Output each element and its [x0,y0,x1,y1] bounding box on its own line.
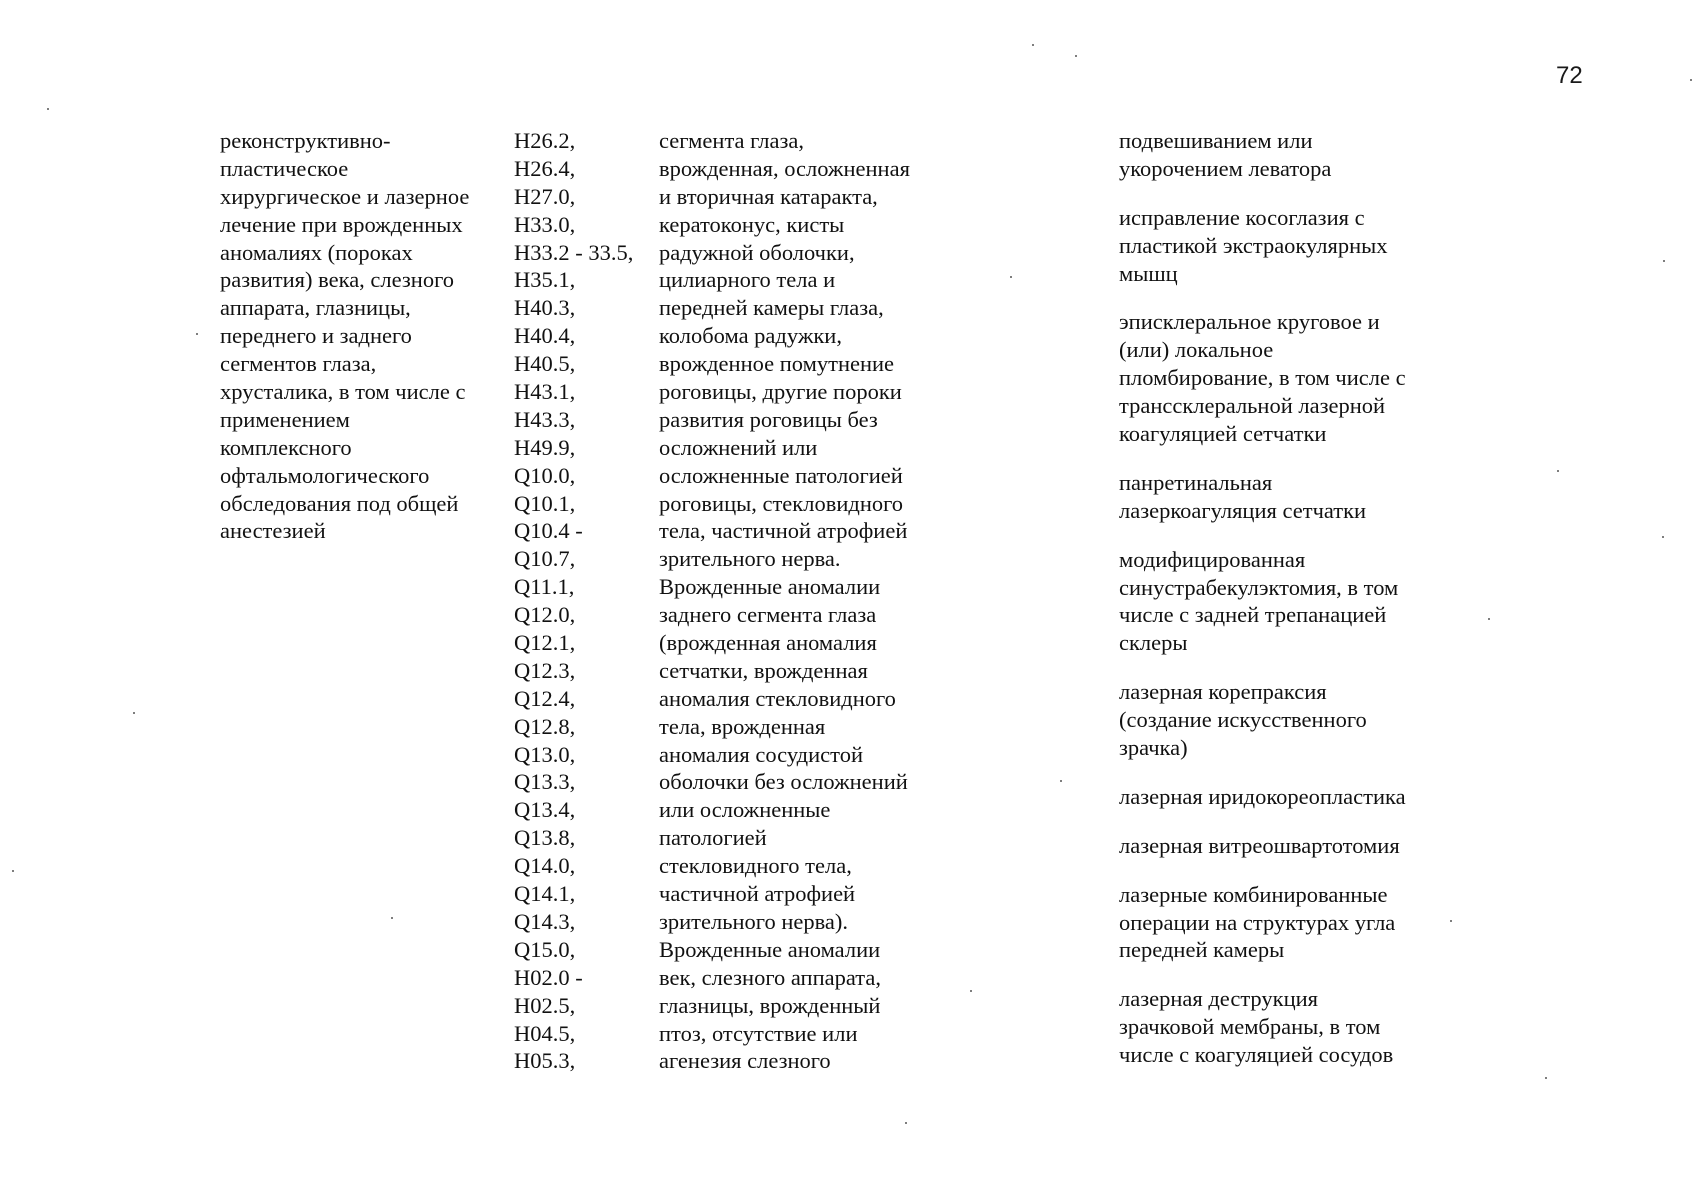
icd-code: H40.5, [514,351,576,377]
title-line: сегментов глаза, [220,351,377,377]
icd-code: H43.1, [514,379,576,405]
icd-code: H35.1, [514,267,576,293]
title-line: аномалиях (пороках [220,239,413,265]
description-line: заднего сегмента глаза [659,602,877,628]
description-line: (врожденная аномалия [659,630,877,656]
description-line: аномалия сосудистой [659,741,863,767]
method-line: мышц [1119,260,1178,286]
scan-speck [1663,260,1665,262]
method-line: зрачка) [1119,735,1188,761]
method-line: числе с задней трепанацией [1119,602,1387,628]
method-line: лазерная витреошвартотомия [1119,832,1400,858]
title-line: переднего и заднего [220,323,412,349]
scan-speck [1032,44,1034,46]
icd-code: Q12.8, [514,713,576,739]
description-line: цилиарного тела и [659,267,836,293]
treatment-method [1119,678,1406,762]
icd-code: Q12.3, [514,657,576,683]
icd-code: H40.3, [514,295,576,321]
icd-code: H33.0, [514,211,576,237]
treatment-method [1119,881,1406,965]
description-line: зрительного нерва). [659,908,849,934]
icd-code: H43.3, [514,406,576,432]
method-line: зрачковой мембраны, в том [1119,1014,1381,1040]
icd-code: H04.5, [514,1020,576,1046]
title-line: пластическое [220,155,349,181]
scan-speck [970,990,972,992]
scan-speck [1075,55,1077,57]
description-line: тела, частичной атрофией [659,518,908,544]
description-line: сетчатки, врожденная [659,657,868,683]
scan-speck [1690,79,1692,81]
title-line: лечение при врожденных [220,211,463,237]
scan-speck [1450,920,1452,922]
treatment-method [1119,783,1406,811]
description-line: врожденное помутнение [659,351,895,377]
treatment-methods-column [1119,127,1406,1090]
method-line: лазерные комбинированные [1119,881,1388,907]
method-line: лазерная иридокореопластика [1119,783,1406,809]
icd-code: Q14.3, [514,908,576,934]
description-line: агенезия слезного [659,1048,831,1074]
icd-codes-column [514,127,633,1075]
icd-code: H40.4, [514,323,576,349]
treatment-method [1119,204,1406,288]
icd-code: Q13.4, [514,797,576,823]
description-line: сегмента глаза, [659,128,804,153]
method-line: синустрабекулэктомия, в том [1119,574,1399,600]
description-line: оболочки без осложнений [659,769,908,795]
description-line: осложнений или [659,434,818,460]
method-line: пластикой экстраокулярных [1119,232,1388,258]
icd-code: Q12.4, [514,685,576,711]
scan-speck [133,712,135,714]
method-line: модифицированная [1119,546,1306,572]
title-line: хирургическое и лазерное [220,183,470,209]
description-line: или осложненные [659,797,831,823]
method-line: передней камеры [1119,937,1285,963]
method-line: лазерная деструкция [1119,986,1318,1012]
description-line: осложненные патологией [659,462,903,488]
method-line: коагуляцией сетчатки [1119,421,1327,447]
title-line: хрусталика, в том числе с [220,379,466,405]
description-line: и вторичная катаракта, [659,183,878,209]
method-line: лазерная корепраксия [1119,679,1327,705]
method-line: (или) локальное [1119,337,1274,363]
icd-code: Q10.4 - [514,518,583,544]
description-line: радужной оболочки, [659,239,855,265]
method-line: панретинальная [1119,469,1273,495]
title-line: обследования под общей [220,490,459,516]
treatment-title-column [220,127,469,545]
description-line: патологией [659,825,767,851]
treatment-method [1119,308,1406,447]
icd-code: Q13.0, [514,741,576,767]
method-line: укорочением леватора [1119,155,1332,181]
icd-code: Q10.1, [514,490,576,516]
scan-speck [1488,618,1490,620]
icd-code: Q14.1, [514,881,576,907]
icd-code: H33.2 - 33.5, [514,239,634,265]
icd-code: Q12.0, [514,602,576,628]
method-line: операции на структурах угла [1119,909,1396,935]
scan-speck [196,333,198,335]
scan-speck [1557,470,1559,472]
treatment-method [1119,985,1406,1069]
icd-code: H05.3, [514,1048,576,1074]
description-line: частичной атрофией [659,881,856,907]
method-line: (создание искусственного [1119,707,1367,733]
scan-speck [47,108,49,110]
method-line: исправление косоглазия с [1119,204,1365,230]
description-line: передней камеры глаза, [659,295,884,321]
treatment-method [1119,546,1406,658]
description-line: стекловидного тела, [659,853,852,879]
description-line: тела, врожденная [659,713,826,739]
description-line: аномалия стекловидного [659,685,896,711]
method-line: лазеркоагуляция сетчатки [1119,497,1367,523]
description-line: птоз, отсутствие или [659,1020,858,1046]
icd-code: Q13.3, [514,769,576,795]
description-line: кератоконус, кисты [659,211,845,237]
title-line: анестезией [220,518,326,544]
icd-code: Q15.0, [514,936,576,962]
method-line: транссклеральной лазерной [1119,393,1386,419]
description-line: зрительного нерва. [659,546,841,572]
title-line: реконструктивно- [220,128,391,153]
icd-code: Q11.1, [514,574,575,600]
description-line: Врожденные аномалии [659,936,881,962]
description-line: роговицы, стекловидного [659,490,904,516]
description-line: врожденная, осложненная [659,155,910,181]
icd-code: H02.5, [514,992,576,1018]
scan-speck [1662,536,1664,538]
icd-code: Q13.8, [514,825,576,851]
title-line: аппарата, глазницы, [220,295,411,321]
icd-code: H26.4, [514,155,576,181]
description-line: колобома радужки, [659,323,842,349]
scan-speck [1060,780,1062,782]
method-line: числе с коагуляцией сосудов [1119,1042,1394,1068]
method-line: эписклеральное круговое и [1119,309,1380,335]
method-line: пломбирование, в том числе с [1119,365,1406,391]
diagnosis-description-column [659,127,910,1075]
icd-code: H49.9, [514,434,576,460]
treatment-method [1119,127,1406,183]
title-line: применением [220,406,350,432]
description-line: развития роговицы без [659,406,878,432]
icd-code: Q10.7, [514,546,576,572]
page-number: 72 [1556,62,1583,89]
treatment-method [1119,469,1406,525]
title-line: офтальмологического [220,462,430,488]
description-line: век, слезного аппарата, [659,964,881,990]
treatment-method [1119,832,1406,860]
description-line: роговицы, другие пороки [659,379,902,405]
scan-speck [1010,276,1012,278]
description-line: глазницы, врожденный [659,992,881,1018]
icd-code: H26.2, [514,128,576,153]
icd-code: H27.0, [514,183,576,209]
icd-code: Q12.1, [514,630,576,656]
description-line: Врожденные аномалии [659,574,881,600]
title-line: развития) века, слезного [220,267,455,293]
scan-speck [905,1122,907,1124]
title-line: комплексного [220,434,352,460]
icd-code: Q14.0, [514,853,576,879]
scan-speck [1545,1077,1547,1079]
icd-code: Q10.0, [514,462,576,488]
method-line: подвешиванием или [1119,128,1313,153]
method-line: склеры [1119,630,1188,656]
scan-speck [391,917,393,919]
icd-code: H02.0 - [514,964,583,990]
scan-speck [12,870,14,872]
